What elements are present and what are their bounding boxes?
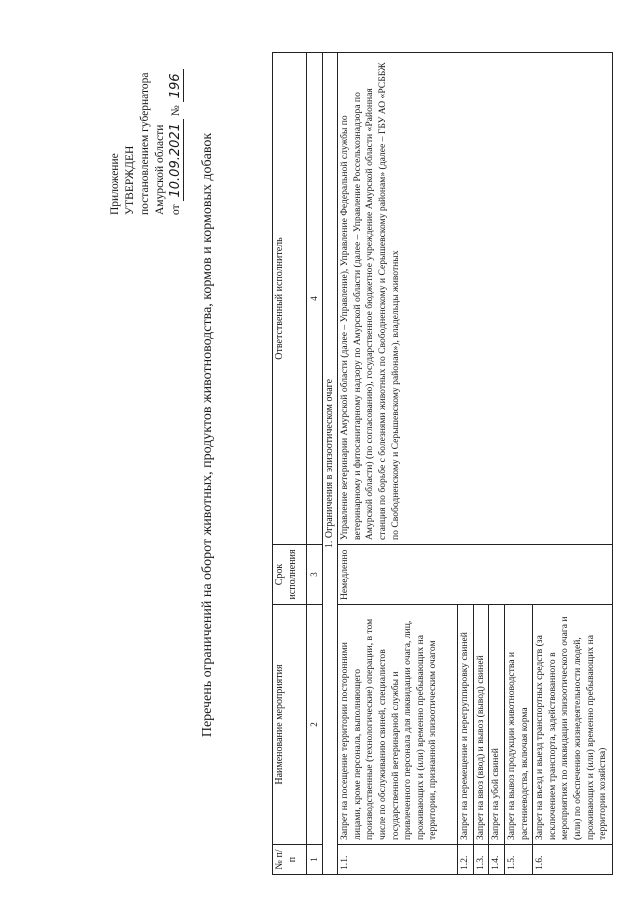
document-title: Перечень ограничений на оборот животных, продуктов животноводства, кормов и кормовых добавок	[200, 132, 215, 738]
table-row	[338, 53, 458, 875]
appendix-label: Приложение	[109, 153, 121, 215]
header-executor: Ответственный исполнитель	[273, 53, 307, 545]
header-term: Срок исполнения	[273, 545, 307, 605]
header-row	[273, 53, 307, 875]
row-number: 1.3.	[473, 845, 489, 875]
row-executor: Управление ветеринарии Амурской области (далее – Управление), Управление Федеральной службы по ветеринарному и фитосанитарному надзору по Амурской области (далее – Управление Россельхознадзора по Амурской области) (по согласованию), государственное бюджетное учреждение Амурской области «Районная станция по борьбе с болезнями животных по Свободненскому и Серышевскому районам» (далее – ГБУ АО «РСББЖ по Свободненскому и Серышевскому районам»), владельцы животных	[338, 53, 613, 545]
header-num: № п/п	[273, 845, 307, 875]
row-measure: Запрет на въезд и выезд транспортных средств (за исключением транспорта, задействованного в мероприятиях по ликвидации эпизоотического очага и (или) по обеспечению жизнедеятельности людей, проживающих и (или) временно пребывающих на территории хозяйства)	[533, 605, 613, 845]
region-label: Амурской области	[154, 124, 166, 215]
decree-date-line	[168, 70, 184, 216]
restrictions-table	[272, 52, 613, 875]
row-term: Немедленно	[338, 545, 613, 605]
date-prefix: от	[170, 204, 182, 215]
row-number: 1.6.	[533, 845, 613, 875]
decree-label: постановлением губернатора	[139, 72, 151, 215]
decree-date: 10.09.2021	[168, 119, 184, 201]
row-number: 1.1.	[338, 845, 458, 875]
row-number: 1.5.	[504, 845, 532, 875]
approved-label: УТВЕРЖДЕН	[124, 145, 136, 215]
section-row	[322, 53, 338, 875]
decree-number: 196	[168, 70, 184, 103]
column-number: 3	[307, 545, 323, 605]
column-number: 2	[307, 605, 323, 845]
column-number: 4	[307, 53, 323, 545]
number-prefix: №	[170, 105, 182, 117]
column-number-row	[307, 53, 323, 875]
approval-stamp	[108, 70, 184, 216]
section-heading: 1. Ограничения в эпизоотическом очаге	[322, 53, 338, 875]
column-number: 1	[307, 845, 323, 875]
row-measure: Запрет на перемещение и перегруппировку свиней	[458, 605, 474, 845]
header-name: Наименование мероприятия	[273, 605, 307, 845]
row-measure: Запрет на вывоз продукции животноводства и растениеводства, включая корма	[504, 605, 532, 845]
row-measure: Запрет на ввоз (ввод) и вывоз (вывод) свиней	[473, 605, 489, 845]
row-measure: Запрет на убой свиней	[489, 605, 505, 845]
row-number: 1.4.	[489, 845, 505, 875]
row-number: 1.2.	[458, 845, 474, 875]
row-measure: Запрет на посещение территории посторонними лицами, кроме персонала, выполняющего производственные (технологические) операции, в том числе по обслуживанию свиней, специалистов государственной ветеринарной службы и привлеченного персонала для ликвидации очага, лиц, проживающих и (или) временно пребывающих на территории, признанной эпизоотическим очагом	[338, 605, 458, 845]
